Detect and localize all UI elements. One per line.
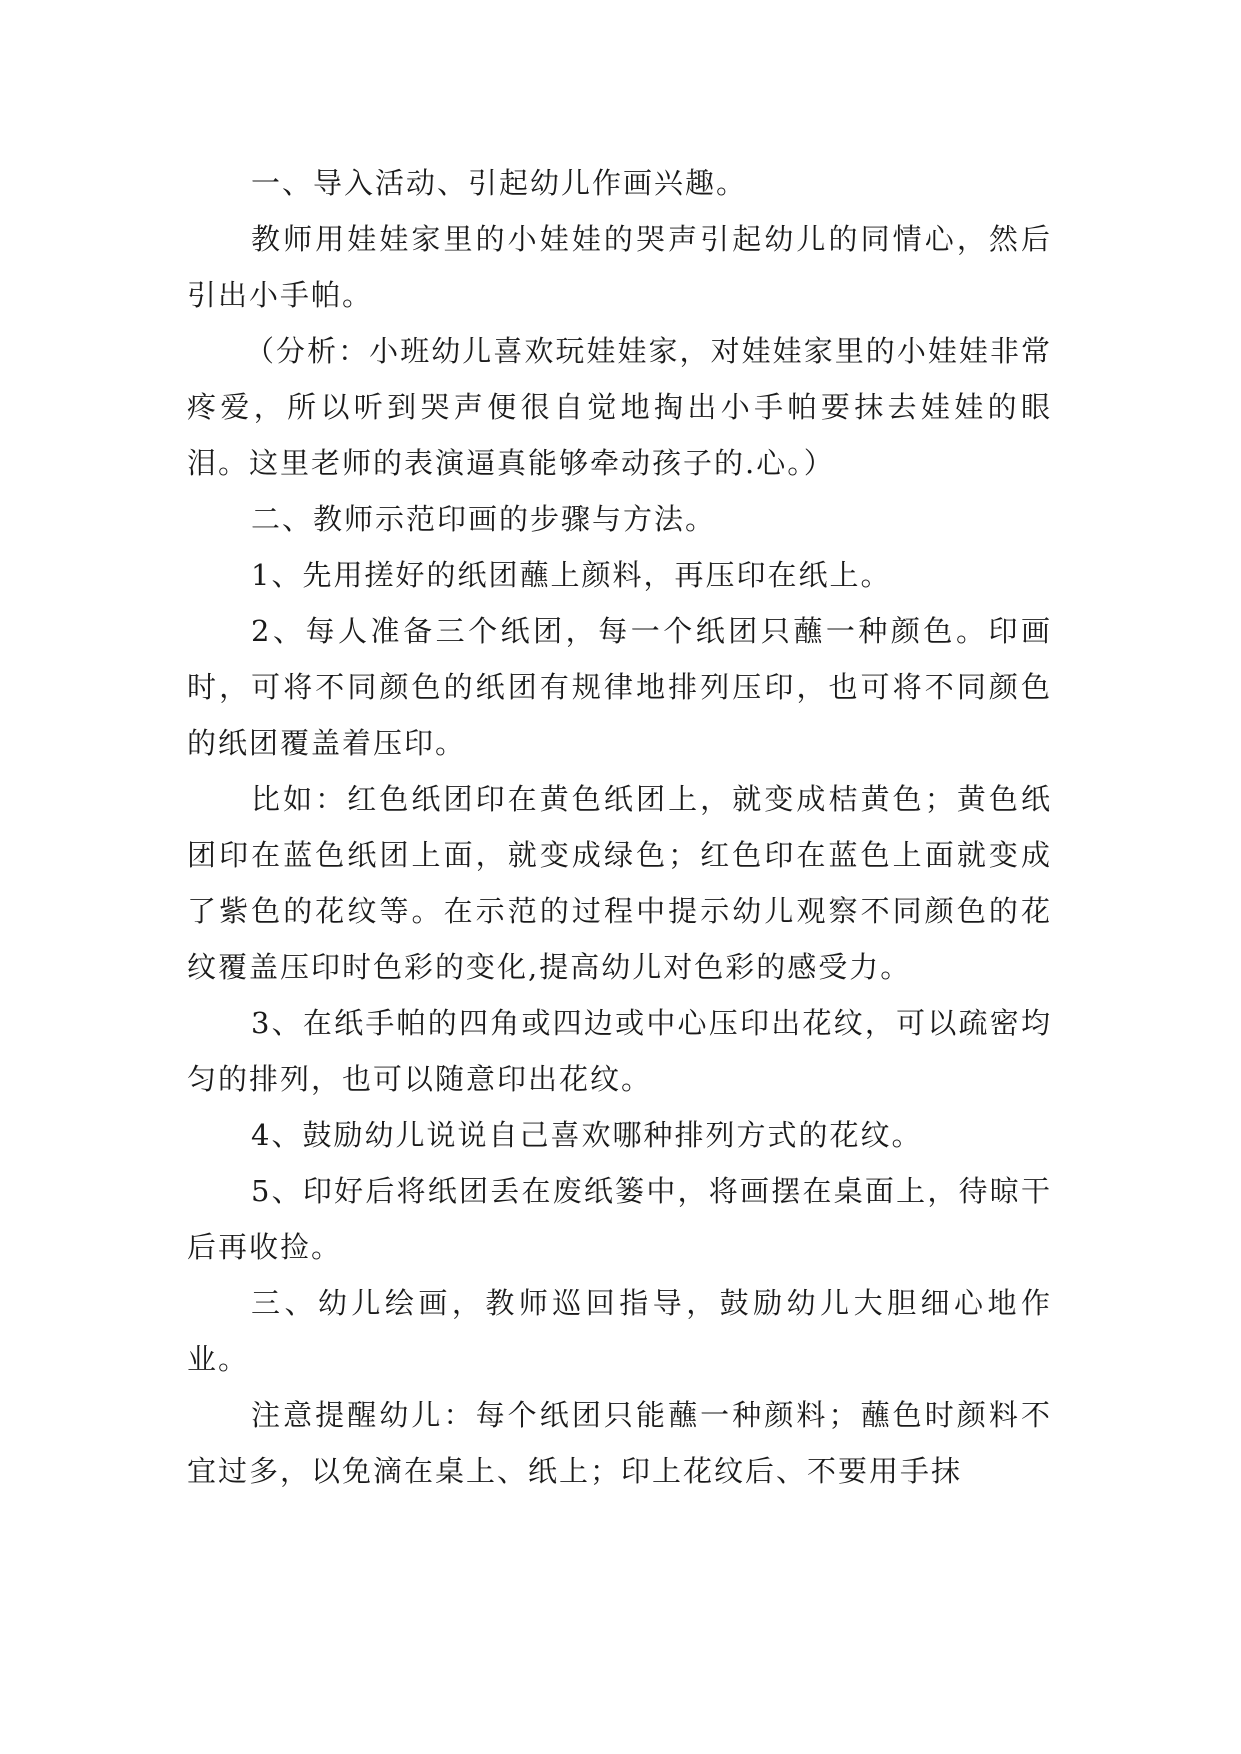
paragraph-section-3-heading: 三、幼儿绘画，教师巡回指导，鼓励幼儿大胆细心地作业。: [187, 1286, 1052, 1376]
paragraph-step-3: 3、在纸手帕的四角或四边或中心压印出花纹，可以疏密均匀的排列，也可以随意印出花纹。: [187, 1006, 1052, 1096]
paragraph-section-1-heading: 一、导入活动、引起幼儿作画兴趣。: [251, 166, 748, 200]
paragraph-step-4: 4、鼓励幼儿说说自己喜欢哪种排列方式的花纹。: [251, 1118, 923, 1152]
paragraph-reminder: 注意提醒幼儿：每个纸团只能蘸一种颜料；蘸色时颜料不宜过多，以免滴在桌上、纸上；印上花纹后、不要用手抹: [187, 1398, 1052, 1488]
paragraph: 教师用娃娃家里的小娃娃的哭声引起幼儿的同情心，然后引出小手帕。: [187, 222, 1052, 312]
paragraph-section-2-heading: 二、教师示范印画的步骤与方法。: [251, 502, 717, 536]
paragraph-step-2: 2、每人准备三个纸团，每一个纸团只蘸一种颜色。印画时，可将不同颜色的纸团有规律地排列压印，也可将不同颜色的纸团覆盖着压印。: [187, 614, 1052, 760]
paragraph-step-5: 5、印好后将纸团丢在废纸篓中，将画摆在桌面上，待晾干后再收捡。: [187, 1174, 1052, 1264]
document-body: [187, 155, 1052, 1499]
paragraph-analysis-note: （分析：小班幼儿喜欢玩娃娃家，对娃娃家里的小娃娃非常疼爱，所以听到哭声便很自觉地掏出小手帕要抹去娃娃的眼泪。这里老师的表演逼真能够牵动孩子的.心。）: [187, 334, 1052, 480]
paragraph-example: 比如：红色纸团印在黄色纸团上，就变成桔黄色；黄色纸团印在蓝色纸团上面，就变成绿色；红色印在蓝色上面就变成了紫色的花纹等。在示范的过程中提示幼儿观察不同颜色的花纹覆盖压印时色彩的变化,提高幼儿对色彩的感受力。: [187, 782, 1052, 984]
paragraph-step-1: 1、先用搓好的纸团蘸上颜料，再压印在纸上。: [251, 558, 892, 592]
